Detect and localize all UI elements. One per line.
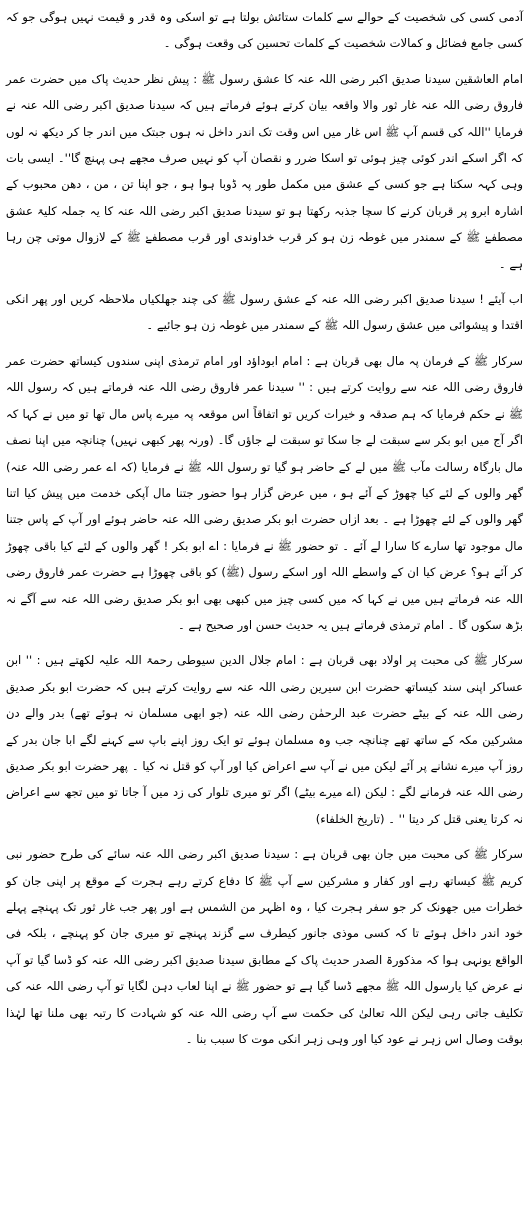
intro-paragraph: آدمی کسی کی شخصیت کے حوالے سے کلمات ستائش بولتا ہے تو اسکی وہ قدر و قیمت نہیں ہوگی جو کہ کسی جامع فضائل و کمالات شخصیت کے کلمات تحسین کی وقعت ہوگی ۔ xyxy=(6,10,523,51)
article-body xyxy=(6,0,523,1052)
love-of-prophet-paragraph: امام العاشقین سیدنا صدیق اکبر رضی اللہ عنہ کا عشق رسول ﷺ : پیش نظر حدیث پاک میں حضرت عمر فاروق رضی اللہ عنہ غار ثور والا واقعہ بیان کرتے ہوئے فرماتے ہیں کہ سیدنا صدیق اکبر رضی اللہ عنہ نے فرمایا ''اللہ کی قسم آپ ﷺ اس غار میں اس وقت تک اندر داخل نہ ہوں جبتک میں اندر جا کر دیکھ نہ لوں کہ اگر اسکے اندر کوئی چیز ہوئی تو اسکا ضرر و نقصان آپ کو نہیں صرف مجھے ہی پہنچ گا''۔ ایسی بات وہی کہہ سکتا ہے جو کسی کے عشق میں مکمل طور پہ ڈوبا ہوا ہو ، جو اپنا تن ، من ، دھن محبوب کے اشارہ ابرو پر قربان کرنے کا سچا جذبہ رکھتا ہو تو سیدنا صدیق اکبر رضی اللہ عنہ کا یہ جملہ کلیۃ عشق مصطفےٰ ﷺ کے سمندر میں غوطہ زن ہو کر قرب خداوندی اور قرب مصطفےٰ ﷺ کے لازوال موتی چن رہا ہے ۔ xyxy=(6,71,523,271)
life-sacrifice-paragraph: سرکار ﷺ کی محبت میں جان بھی قربان ہے : سیدنا صدیق اکبر رضی اللہ عنہ سائے کی طرح حضور نبی کریم ﷺ کیساتھ رہے اور کفار و مشرکین سے آپ ﷺ کا دفاع کرتے رہے ہجرت کے موقع پر اپنی جان کو خطرات میں جھونک کر جو سفر ہجرت کیا ، وہ اظہر من الشمس ہے اور پھر جب غار ثور تک پہنچے پہلے خود اندر داخل ہوئے تا کہ کسی موذی جانور کیطرف سے گزند پہنچے تو میری جان کو پہنچے ، بلکہ فی الواقع یونہی ہوا کہ مذکورۃ الصدر حدیث پاک کے مطابق سیدنا صدیق اکبر رضی اللہ عنہ کو ڈسا گیا تو آپ نے عرض کیا یارسول اللہ ﷺ مجھے ڈسا گیا ہے تو حضور ﷺ نے اپنا لعاب دہن لگایا تو آپ رضی اللہ عنہ کی تکلیف جاتی رہی لیکن اللہ تعالیٰ کی حکمت سے آپ رضی اللہ عنہ کو شہادت کا رتبہ بھی ملنا تھا لہٰذا بوقت وصال اس زہر نے عود کیا اور وہی زہر انکی موت کا سبب بنا ۔ xyxy=(6,847,523,1047)
invitation-paragraph: اب آیئے ! سیدنا صدیق اکبر رضی اللہ عنہ کے عشق رسول ﷺ کی چند جھلکیاں ملاحظہ کریں اور پھر انکی اقتدا و پیشوائی میں عشق رسول اللہ ﷺ کے سمندر میں غوطہ زن ہو جائیے ۔ xyxy=(6,292,523,333)
children-sacrifice-paragraph: سرکار ﷺ کی محبت پر اولاد بھی قربان ہے : امام جلال الدین سیوطی رحمۃ اللہ علیہ لکھتے ہیں : '' ابن عساکر اپنی سند کیساتھ حضرت ابن سیرین رضی اللہ عنہ سے روایت کرتے ہیں کہ حضرت ابو بکر صدیق رضی اللہ عنہ کے بیٹے حضرت عبد الرحمٰن رضی اللہ عنہ (جو ابھی مسلمان نہ ہوئے تھے) بدر والے دن مشرکین مکہ کے ساتھ تھے چنانچہ جب وہ مسلمان ہوئے تو ایک روز اپنے باپ سے کہنے لگے ابا جان بدر کے روز آپ میرے نشانے پر آئے لیکن میں نے آپ سے اعراض کیا اور آپ کو قتل نہ کیا ۔ پھر حضرت ابو بکر صدیق رضی اللہ عنہ فرمانے لگے : لیکن (اے میرے بیٹے) اگر تو میری تلوار کی زد میں آ جاتا تو میں تجھ سے اعراض نہ کرتا یعنی قتل کر دیتا '' ۔ (تاریخ الخلفاء) xyxy=(6,653,523,826)
wealth-sacrifice-paragraph: سرکار ﷺ کے فرمان پہ مال بھی قربان ہے : امام ابوداؤد اور امام ترمذی اپنی سندوں کیساتھ حضرت عمر فاروق رضی اللہ عنہ سے روایت کرتے ہیں : '' سیدنا عمر فاروق رضی اللہ عنہ فرماتے ہیں کہ رسول اللہ ﷺ نے حکم فرمایا کہ ہم صدقہ و خیرات کریں تو اتفاقاً اس موقعہ پہ میرے پاس مال تھا تو میں نے کہا کہ اگر آج میں ابو بکر سے سبقت لے جا سکا تو سبقت لے جاؤں گا۔ (ورنہ پھر کبھی نہیں) چنانچہ میں اپنا نصف مال بارگاہ رسالت مآب ﷺ میں لے کے حاضر ہو گیا تو رسول اللہ ﷺ نے فرمایا (کہ اے عمر رضی اللہ عنہ) گھر والوں کے لئے کیا چھوڑ کے آئے ہو ، میں عرض گزار ہوا حضور جتنا مال آپکی خدمت میں پیش کیا اتنا گھر والوں کے لئے چھوڑا ہے ۔ بعد ازاں حضرت ابو بکر صدیق رضی اللہ عنہ حاضر ہوئے اور آپ کے پاس جتنا مال موجود تھا سارے کا سارا لے آئے ۔ تو حضور ﷺ نے فرمایا : اے ابو بکر ! گھر والوں کے لئے کیا باقی چھوڑ کر آئے ہو؟ عرض کیا ان کے واسطے اللہ اور اسکے رسول (ﷺ) کو باقی چھوڑا ہے حضرت عمر فاروق رضی اللہ عنہ فرماتے ہیں میں نے کہا کہ میں کسی چیز میں کبھی بھی ابو بکر صدیق رضی اللہ عنہ سے آگے نہ بڑھ سکوں گا ۔ امام ترمذی فرماتے ہیں یہ حدیث حسن اور صحیح ہے ۔ xyxy=(6,353,523,632)
